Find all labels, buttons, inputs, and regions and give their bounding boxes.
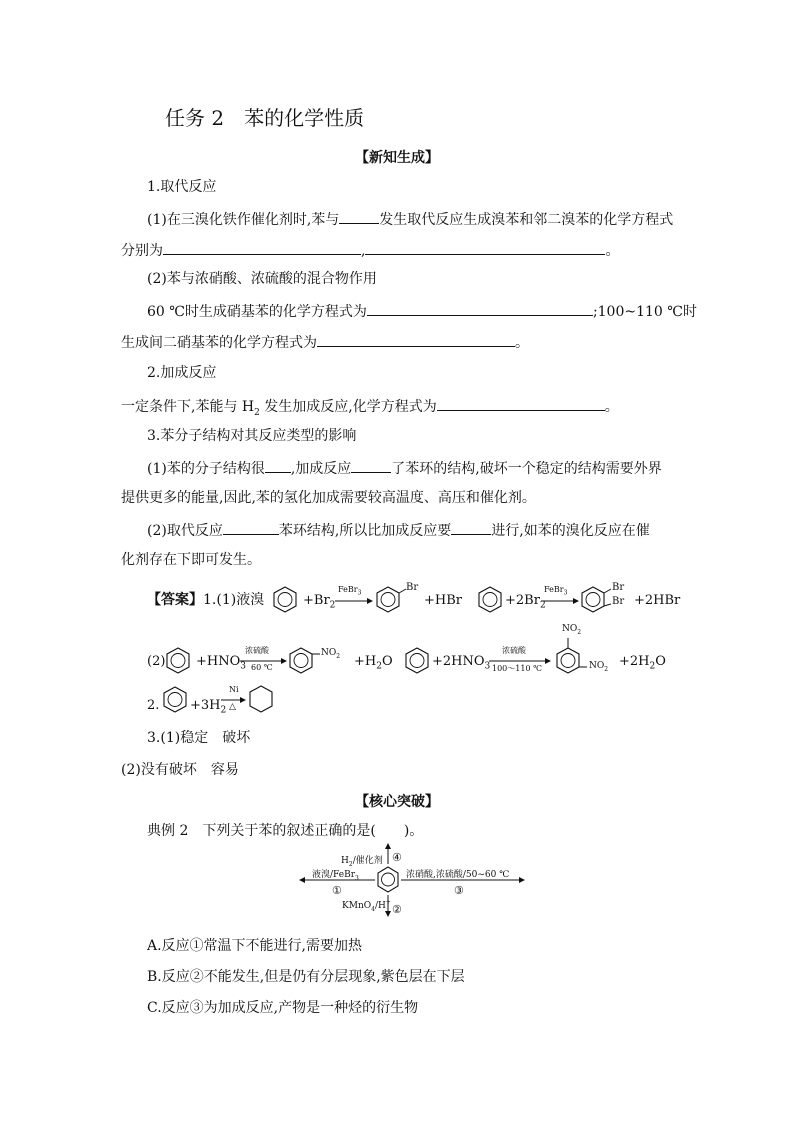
example-question: 典例 2 下列关于苯的叙述正确的是( )。: [147, 823, 424, 839]
page-title: 任务 2 苯的化学性质: [165, 106, 365, 130]
paragraph-1-1-cont: 分别为 , 。: [121, 240, 619, 260]
paragraph-1-1: (1)在三溴化铁作催化剂时,苯与 发生取代反应生成溴苯和邻二溴苯的化学方程式: [147, 209, 673, 229]
paragraph-3-1: (1)苯的分子结构很 ,加成反应 了苯环的结构,破坏一个稳定的结构需要外界: [147, 458, 662, 478]
diagram-label-right: 浓硝酸,浓硫酸/50~60 ℃: [406, 870, 510, 880]
paragraph-3-4: 化剂存在下即可发生。: [121, 552, 261, 568]
section-2-heading: 2.加成反应: [147, 365, 217, 381]
paragraph-1-4: 生成间二硝基苯的化学方程式为 。: [121, 332, 529, 352]
answer-line-1: 【答案】1.(1)液溴: [147, 592, 265, 608]
benzene-ring-icon: [164, 687, 186, 712]
answer-line-3-2: (2)没有破坏 容易: [121, 762, 239, 778]
paragraph-1-2: (2)苯与浓硝酸、浓硫酸的混合物作用: [147, 271, 377, 287]
dinitrobenzene-icon: [557, 638, 587, 673]
benzene-ring-icon: [479, 587, 501, 612]
section-header-core: 【核心突破】: [355, 794, 439, 810]
benzene-ring-icon: [274, 587, 296, 612]
paragraph-3-2: 提供更多的能量,因此,苯的氢化加成需要较高温度、高压和催化剂。: [121, 490, 536, 506]
dibromobenzene-icon: [582, 587, 611, 612]
benzene-ring-icon: [167, 648, 189, 673]
paragraph-1-3: 60 ℃时生成硝基苯的化学方程式为 ;100~110 ℃时: [147, 301, 697, 321]
paragraph-3-3: (2)取代反应 苯环结构,所以比加成反应要 进行,如苯的溴化反应在催: [147, 520, 650, 540]
bromobenzene-icon: [377, 587, 406, 612]
section-header-new-knowledge: 【新知生成】: [355, 150, 439, 166]
benzene-ring-icon: [406, 648, 428, 673]
option-c[interactable]: C.反应③为加成反应,产物是一种烃的衍生物: [147, 1000, 419, 1016]
section-1-heading: 1.取代反应: [147, 179, 217, 195]
paragraph-2-1: 一定条件下,苯能与 $H_2$ 发生加成反应,化学方程式为 。: [121, 396, 619, 422]
answer-line-3-1: 3.(1)稳定 破坏: [147, 730, 251, 746]
option-a[interactable]: A.反应①常温下不能进行,需要加热: [147, 938, 363, 954]
option-b[interactable]: B.反应②不能发生,但是仍有分层现象,紫色层在下层: [147, 969, 465, 985]
diagram-label-bottom: KMnO$_4$/H+: [342, 899, 391, 913]
diagram-label-top: $H_2/$催化剂: [341, 856, 383, 868]
cyclohexane-icon: [250, 686, 272, 712]
section-3-heading: 3.苯分子结构对其反应类型的影响: [147, 428, 357, 444]
nitrobenzene-icon: [290, 648, 320, 673]
benzene-ring-icon: [378, 867, 398, 892]
diagram-label-left: 液溴/FeBr$_3$: [312, 870, 359, 882]
